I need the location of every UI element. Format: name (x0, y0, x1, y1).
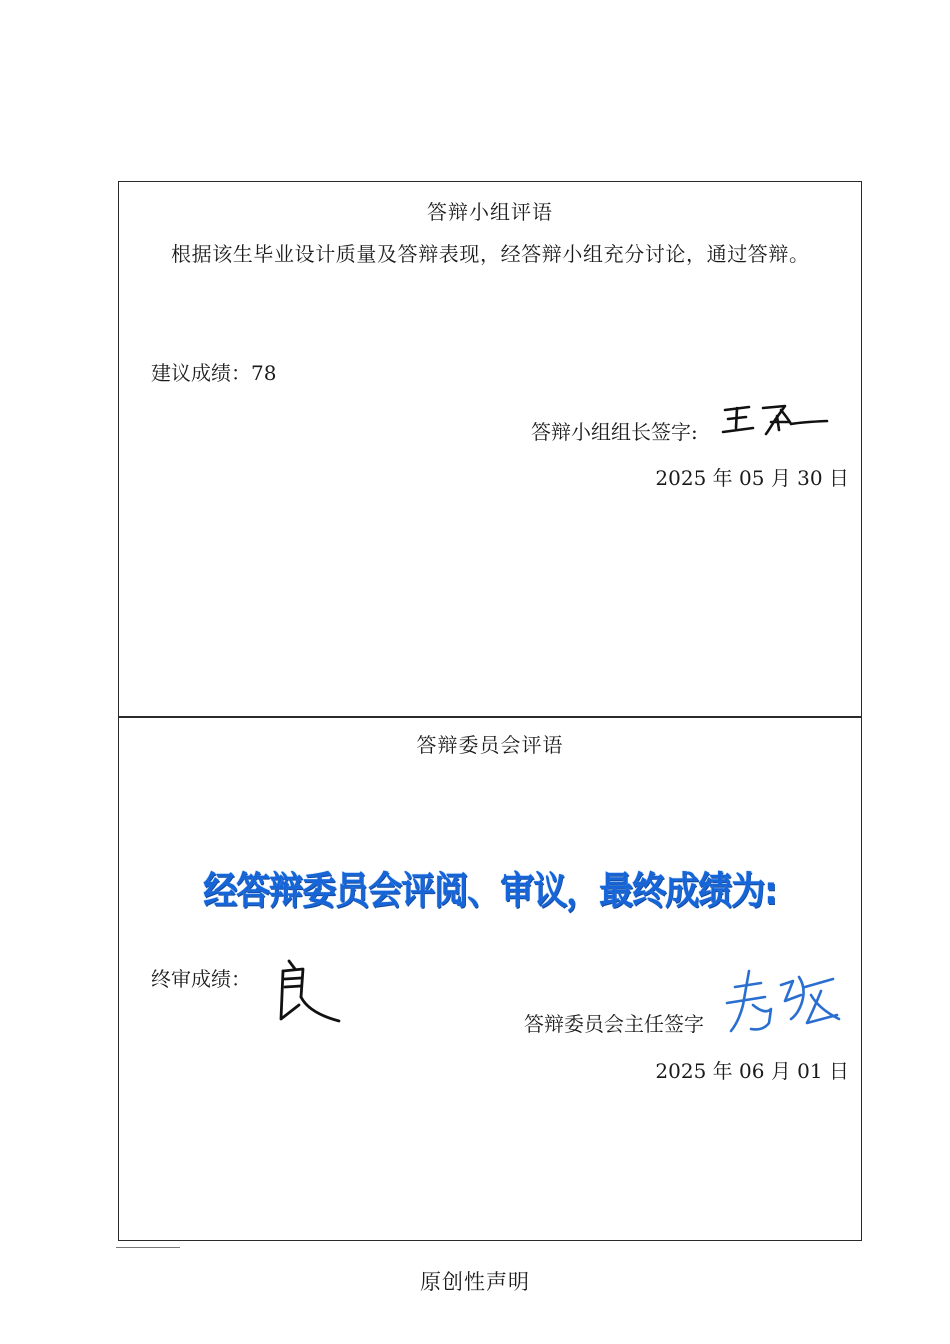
group-comment-text: 根据该生毕业设计质量及答辩表现，经答辩小组充分讨论，通过答辩。 (171, 242, 810, 266)
originality-statement-title: 原创性声明 (420, 1270, 530, 1294)
suggested-grade-value: 78 (251, 361, 277, 385)
group-comment-heading: 答辩小组评语 (427, 200, 553, 224)
committee-comment-section (118, 716, 862, 1241)
chair-handwritten-signature (721, 965, 843, 1039)
suggested-grade-label: 建议成绩： (151, 361, 251, 385)
chair-signature-label: 答辩委员会主任签字 (524, 1012, 704, 1036)
leader-signature-label: 答辩小组组长签字: (531, 420, 698, 444)
group-comment-section (118, 181, 862, 718)
leader-handwritten-signature (719, 400, 831, 440)
footer-divider (116, 1247, 180, 1248)
final-grade-handwritten-mark (269, 957, 349, 1027)
committee-comment-date: 2025 年 06 月 01 日 (655, 1059, 849, 1083)
suggested-grade (151, 357, 276, 386)
committee-comment-heading: 答辩委员会评语 (416, 733, 564, 757)
final-grade-label: 终审成绩： (151, 967, 251, 991)
group-comment-date: 2025 年 05 月 30 日 (655, 466, 849, 490)
committee-stamp-text: 经答辩委员会评阅、审议，最终成绩为: (203, 869, 777, 914)
